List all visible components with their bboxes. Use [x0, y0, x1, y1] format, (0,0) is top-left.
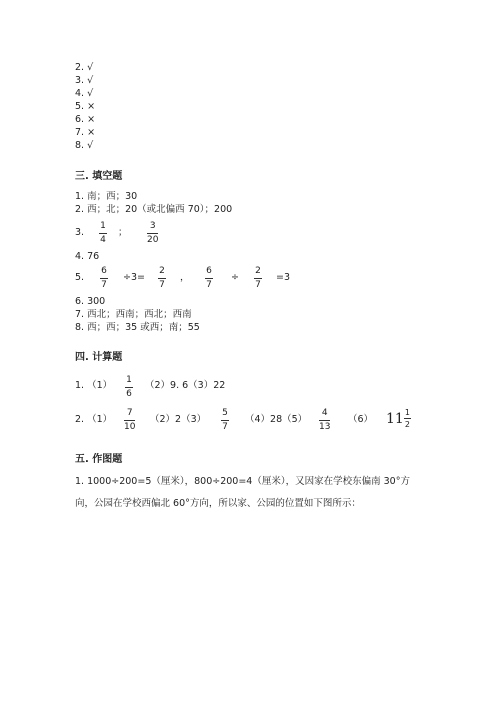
- answer-line: 6. 300: [75, 296, 106, 307]
- numerator: 1: [100, 221, 106, 231]
- mixed-number: [386, 408, 411, 429]
- fraction: [100, 266, 108, 291]
- fraction: [254, 266, 262, 291]
- fraction: [147, 221, 158, 246]
- fraction-bar: [99, 233, 107, 234]
- answer-line: 4. √: [75, 88, 94, 99]
- numerator: 2: [255, 266, 261, 276]
- paragraph-line: 向，公园在学校西偏北 60°方向，所以家、公园的位置如下图所示：: [75, 498, 361, 509]
- fraction: [319, 408, 330, 433]
- whole-part: 11: [386, 410, 404, 427]
- denominator: 7: [101, 280, 107, 290]
- denominator: 7: [206, 280, 212, 290]
- section-heading: 四. 计算题: [75, 352, 123, 363]
- fraction-bar: [124, 420, 135, 421]
- numerator: 4: [321, 408, 328, 418]
- fraction: [125, 375, 133, 400]
- question-number: 3.: [75, 227, 85, 238]
- denominator: 6: [126, 389, 132, 399]
- comma: ，: [180, 272, 190, 283]
- numerator: 6: [101, 266, 107, 276]
- answer-line: 8. 西；西；35 或西；南；55: [75, 322, 200, 333]
- numerator: 1: [404, 408, 410, 417]
- numerator: 7: [126, 408, 133, 418]
- result: =3: [276, 272, 291, 283]
- fraction-bar: [254, 278, 262, 279]
- fraction-bar: [404, 418, 411, 419]
- operator: ÷: [231, 272, 239, 283]
- question-part: （2）9. 6（3）22: [145, 380, 226, 391]
- denominator: 2: [404, 420, 410, 429]
- fraction: [205, 266, 213, 291]
- fraction-bar: [147, 233, 158, 234]
- fraction-bar: [319, 420, 330, 421]
- denominator: 7: [222, 422, 228, 432]
- fraction-bar: [221, 420, 229, 421]
- fraction: [404, 408, 411, 429]
- question-part: （2）2（3）: [150, 414, 207, 425]
- question-part: （4）28（5）: [245, 414, 308, 425]
- numerator: 2: [159, 266, 165, 276]
- fraction-bar: [158, 278, 166, 279]
- separator: ；: [118, 227, 128, 238]
- fraction-bar: [100, 278, 108, 279]
- fraction: [221, 408, 229, 433]
- denominator: 4: [100, 235, 106, 245]
- answer-line: 4. 76: [75, 251, 100, 262]
- answer-line: 6. ×: [75, 114, 96, 125]
- answer-line: 8. √: [75, 140, 94, 151]
- answer-line: 1. 南；西；30: [75, 191, 138, 202]
- fraction-bar: [205, 278, 213, 279]
- answer-line: 2. √: [75, 62, 94, 73]
- numerator: 3: [149, 221, 156, 231]
- denominator: 7: [255, 280, 261, 290]
- denominator: 7: [159, 280, 165, 290]
- numerator: 1: [126, 375, 132, 385]
- answer-line: 5. ×: [75, 101, 96, 112]
- question-part: 1. （1）: [75, 380, 113, 391]
- operator: ÷3=: [123, 272, 145, 283]
- numerator: 5: [222, 408, 228, 418]
- fraction: [99, 221, 107, 246]
- numerator: 6: [206, 266, 212, 276]
- paragraph-line: 1. 1000÷200=5（厘米），800÷200=4（厘米），又因家在学校东偏南 30°方: [75, 476, 410, 487]
- question-part: （6）: [348, 414, 374, 425]
- answer-line: 3. √: [75, 75, 94, 86]
- fraction: [158, 266, 166, 291]
- question-number: 5.: [75, 272, 85, 283]
- section-heading: 三. 填空题: [75, 171, 123, 182]
- denominator: 20: [147, 235, 159, 245]
- answer-line: 2. 西；北；20（或北偏西 70）；200: [75, 204, 233, 215]
- answer-line: 7. ×: [75, 127, 96, 138]
- denominator: 10: [124, 422, 136, 432]
- answer-line: 7. 西北；西南；西北；西南: [75, 309, 192, 320]
- denominator: 13: [319, 422, 331, 432]
- fraction: [124, 408, 135, 433]
- question-part: 2. （1）: [75, 414, 113, 425]
- section-heading: 五. 作图题: [75, 454, 123, 465]
- fraction-bar: [125, 387, 133, 388]
